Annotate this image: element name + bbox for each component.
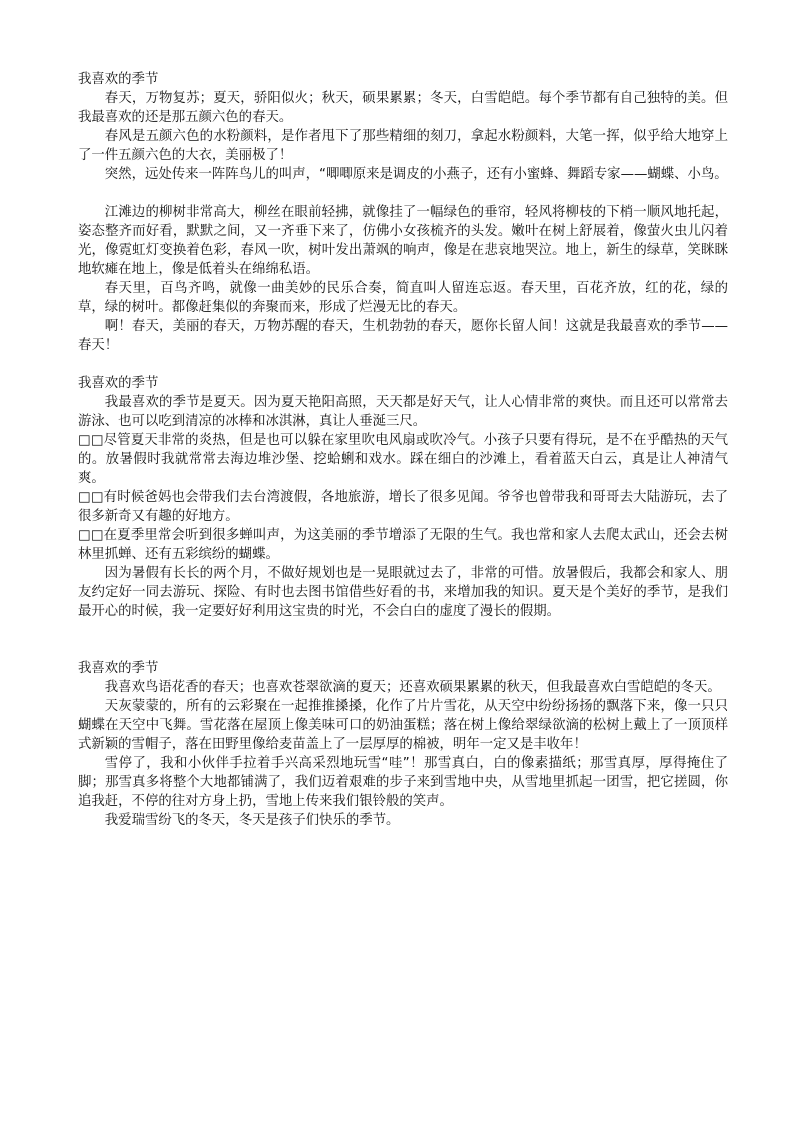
essay-paragraph: 江滩边的柳树非常高大，柳丝在眼前轻拂，就像挂了一幅绿色的垂帘，轻风将柳枝的下梢一顺风地托起，姿态整齐而好看，默默之间，又一齐垂下来了，仿佛小女孩梳齐的头发。嫩叶在树上舒展着，像萤火虫儿闪着光，像霓虹灯变换着色彩，春风一吹，树叶发出萧飒的响声，像是在悲哀地哭泣。地上，新生的绿草，笑眯眯地软瘫在地上，像是低着头在绵绵私语。 xyxy=(78,205,728,277)
section-gap xyxy=(78,355,728,374)
essay-title: 我喜欢的季节 xyxy=(78,376,159,391)
essay-paragraph: 因为暑假有长长的两个月，不做好规划也是一晃眼就过去了，非常的可惜。放暑假后，我都会和家人、朋友约定好一同去游玩、探险、有时也去图书馆借些好看的书，来增加我的知识。夏天是个美好的季节，是我们最开心的时候，我一定要好好利用这宝贵的时光，不会白白的虚度了漫长的假期。 xyxy=(78,566,728,619)
essay-paragraph: 我最喜欢的季节是夏天。因为夏天艳阳高照，天天都是好天气，让人心情非常的爽快。而且还可以常常去游泳、也可以吃到清凉的冰棒和冰淇淋，真让人垂涎三尺。 xyxy=(78,395,728,429)
paragraph-gap xyxy=(78,184,728,203)
essay-paragraph: 春天里，百鸟齐鸣，就像一曲美妙的民乐合奏，简直叫人留连忘返。春天里，百花齐放，红的花，绿的草，绿的树叶。都像赶集似的奔聚而来，形成了烂漫无比的春天。 xyxy=(78,281,728,315)
essay-paragraph: □□有时候爸妈也会带我们去台湾渡假，各地旅游，增长了很多见闻。爷爷也曾带我和哥哥去大陆游玩，去了很多新奇又有趣的好地方。 xyxy=(78,490,728,524)
essay-title: 我喜欢的季节 xyxy=(78,72,159,87)
essay-paragraph: 春天，万物复苏；夏天，骄阳似火；秋天，硕果累累；冬天，白雪皑皑。每个季节都有自己独特的美。但我最喜欢的还是那五颜六色的春天。 xyxy=(78,91,728,125)
essay-paragraph: 春风是五颜六色的水粉颜料，是作者甩下了那些精细的刻刀，拿起水粉颜料，大笔一挥，似乎给大地穿上了一件五颜六色的大衣，美丽极了！ xyxy=(78,129,728,163)
essay-paragraph: 天灰蒙蒙的，所有的云彩聚在一起推推搡搡，化作了片片雪花，从天空中纷纷扬扬的飘落下来，像一只只蝴蝶在天空中飞舞。雪花落在屋顶上像美味可口的奶油蛋糕；落在树上像给翠绿欲滴的松树上戴上了一顶顶样式新颖的雪帽子，落在田野里像给麦苗盖上了一层厚厚的棉被，明年一定又是丰收年！ xyxy=(78,699,728,752)
essay-paragraph: 雪停了，我和小伙伴手拉着手兴高采烈地玩雪“哇”！那雪真白，白的像素描纸；那雪真厚，厚得掩住了脚；那雪真多将整个大地都铺满了，我们迈着艰难的步子来到雪地中央，从雪地里抓起一团雪，把它搓圆，你追我赶，不停的往对方身上扔，雪地上传来我们银铃般的笑声。 xyxy=(78,756,728,809)
essay-title: 我喜欢的季节 xyxy=(78,661,159,676)
section-gap xyxy=(78,621,728,659)
essay-paragraph: 突然，远处传来一阵阵鸟儿的叫声，“唧唧原来是调皮的小燕子，还有小蜜蜂、舞蹈专家——蝴蝶、小鸟。 xyxy=(104,167,728,182)
essay-paragraph: 我喜欢鸟语花香的春天；也喜欢苍翠欲滴的夏天；还喜欢硕果累累的秋天，但我最喜欢白雪皑皑的冬天。 xyxy=(104,680,721,695)
essay-paragraph: □□尽管夏天非常的炎热，但是也可以躲在家里吹电风扇或吹冷气。小孩子只要有得玩，是不在乎酷热的天气的。放暑假时我就常常去海边堆沙堡、挖蛤蜊和戏水。踩在细白的沙滩上，看着蓝天白云，真是让人神清气爽。 xyxy=(78,433,728,486)
essay-paragraph: 啊！春天，美丽的春天，万物苏醒的春天，生机勃勃的春天，愿你长留人间！这就是我最喜欢的季节——春天！ xyxy=(78,319,728,353)
essay-paragraph: 我爱瑞雪纷飞的冬天，冬天是孩子们快乐的季节。 xyxy=(104,813,400,828)
essay-paragraph: □□在夏季里常会听到很多蝉叫声，为这美丽的季节增添了无限的生气。我也常和家人去爬太武山，还会去树林里抓蝉、还有五彩缤纷的蝴蝶。 xyxy=(78,528,728,562)
document-page xyxy=(78,70,728,830)
